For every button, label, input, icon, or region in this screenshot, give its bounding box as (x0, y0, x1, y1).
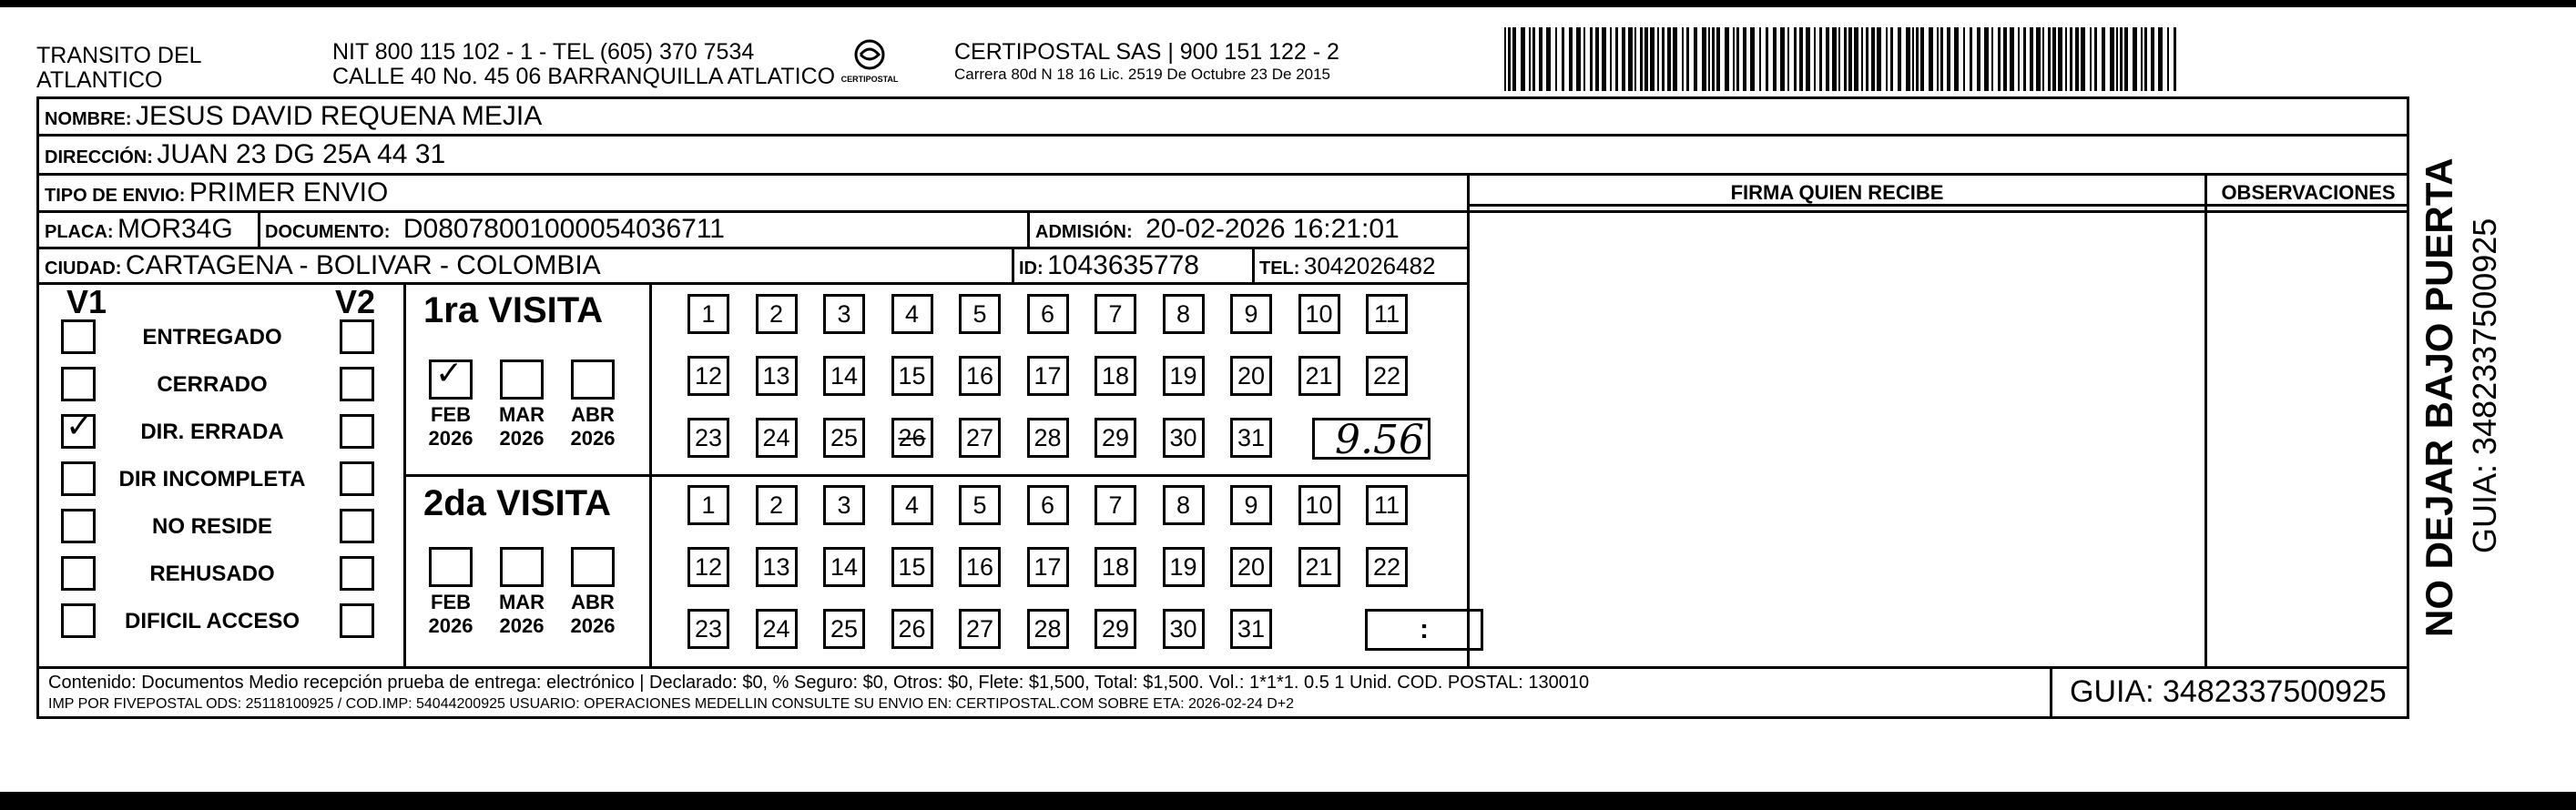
v1-header: V1 (66, 283, 107, 320)
barcode-bar (1521, 27, 1525, 91)
recipient-address: JUAN 23 DG 25A 44 31 (157, 139, 446, 169)
barcode-bar (1622, 27, 1625, 91)
barcode-bar (2124, 27, 2128, 91)
courier-company: CERTIPOSTAL SAS | 900 151 122 - 2 (954, 39, 1339, 65)
month-name: MAR (498, 403, 545, 426)
barcode-bar (2110, 27, 2114, 91)
month-label (565, 403, 620, 451)
barcode-bar (1504, 27, 1506, 91)
month-label (423, 591, 478, 638)
month-label (565, 591, 620, 638)
barcode-bar (1657, 27, 1659, 91)
courier-license: Carrera 80d N 18 16 Lic. 2519 De Octubre 23 De 2015 (954, 66, 1330, 83)
barcode-bar (1590, 27, 1593, 91)
barcode-bar (1787, 27, 1789, 91)
barcode-bar (2151, 27, 2154, 91)
barcode-bar (1940, 27, 1943, 91)
barcode-bar (1610, 27, 1612, 91)
barcode-bar (1736, 27, 1739, 91)
barcode-bar (1546, 27, 1551, 91)
first-visit-day-box[interactable]: 10 (1298, 294, 1340, 334)
tracking-barcode (1504, 27, 2184, 91)
second-visit-day-box[interactable]: 17 (1027, 547, 1069, 587)
barcode-bar (2042, 27, 2044, 91)
footer-guia: GUIA: 3482337500925 (2070, 674, 2387, 709)
first-visit-day-box[interactable]: 23 (687, 418, 729, 458)
first-visit-day-box[interactable]: 6 (1027, 294, 1069, 334)
first-visit-day-box[interactable]: 7 (1095, 294, 1136, 334)
barcode-bar (1569, 27, 1573, 91)
barcode-bar (1866, 27, 1868, 91)
barcode-bar (1838, 27, 1840, 91)
barcode-bar (1733, 27, 1735, 91)
barcode-bar (1716, 27, 1720, 91)
first-visit-month-checkbox[interactable] (571, 359, 615, 400)
v2-header: V2 (335, 283, 376, 320)
barcode-bar (1743, 27, 1746, 91)
second-visit-day-box[interactable]: 16 (959, 547, 1001, 587)
first-visit-day-box[interactable]: 18 (1095, 356, 1136, 396)
barcode-bar (1529, 27, 1531, 91)
no-bajo-puerta-warning: NO DEJAR BAJO PUERTA (2418, 157, 2460, 637)
barcode-bar (1826, 27, 1829, 91)
barcode-bar (2010, 27, 2014, 91)
second-visit-day-box[interactable]: 29 (1095, 609, 1136, 649)
first-visit-day-box[interactable]: 19 (1163, 356, 1205, 396)
barcode-bar (1977, 27, 1980, 91)
barcode-bar (1667, 27, 1671, 91)
second-visit-day-box[interactable]: 8 (1163, 485, 1205, 525)
top-border (0, 0, 2576, 7)
first-visit-day-box[interactable]: 31 (1230, 418, 1272, 458)
signature-header: FIRMA QUIEN RECIBE (1730, 181, 1944, 204)
status-label: DIFICIL ACCESO (124, 609, 300, 633)
month-year: 2026 (428, 614, 473, 637)
barcode-bar (1963, 27, 1965, 91)
month-name: FEB (431, 591, 471, 613)
barcode-bar (1970, 27, 1972, 91)
barcode-bar (2141, 27, 2143, 91)
footer-contents: Contenido: Documentos Medio recepción prueba de entrega: electrónico | Declarado: $0, % Seguro: $0, Otros: $0, Flete: $1,500, Total: $1,500. Vol.: 1*1*1. 0.5 1 Unid. COD. POSTAL: 130010 (48, 673, 1590, 693)
v1-status-checkbox[interactable] (61, 461, 96, 496)
shipment-type-row (45, 177, 388, 208)
side-guia: GUIA: 3482337500925 (2466, 218, 2503, 553)
document-label: DOCUMENTO: (265, 222, 391, 242)
month-name: FEB (431, 403, 471, 426)
first-visit-day-box[interactable]: 2 (756, 294, 798, 334)
plate-label: PLACA: (45, 222, 114, 242)
second-visit-day-box[interactable]: 28 (1027, 609, 1069, 649)
barcode-bar (1832, 27, 1837, 91)
barcode-bar (2065, 27, 2067, 91)
second-visit-day-box[interactable]: 5 (959, 485, 1001, 525)
barcode-bar (1644, 27, 1648, 91)
barcode-bar (2036, 27, 2041, 91)
v1-status-checkbox[interactable] (61, 556, 96, 591)
second-visit-month-checkbox[interactable] (429, 547, 473, 587)
second-visit-day-box[interactable]: 7 (1095, 485, 1136, 525)
barcode-bar (1725, 27, 1729, 91)
second-visit-day-box[interactable]: 22 (1366, 547, 1408, 587)
barcode-bar (2070, 27, 2072, 91)
barcode-bar (1562, 27, 1564, 91)
first-visit-day-box[interactable]: 11 (1366, 294, 1408, 334)
status-label: DIR. ERRADA (140, 420, 284, 444)
second-visit-day-box[interactable]: 26 (891, 609, 933, 649)
barcode-bar (1539, 27, 1543, 91)
barcode-bar (2052, 27, 2056, 91)
shipment-type-label: TIPO DE ENVIO: (45, 186, 186, 206)
barcode-bar (1877, 27, 1881, 91)
second-visit-day-box[interactable]: 11 (1366, 485, 1408, 525)
barcode-bar (1906, 27, 1910, 91)
logo-text: CERTIPOSTAL (840, 75, 899, 84)
barcode-bar (1750, 27, 1755, 91)
status-label: ENTREGADO (142, 325, 282, 349)
address-row (45, 139, 445, 170)
first-visit-month-checkbox[interactable] (500, 359, 544, 400)
barcode-bar (1984, 27, 1989, 91)
barcode-bar (1819, 27, 1822, 91)
barcode-bar (1780, 27, 1785, 91)
barcode-bar (1998, 27, 2001, 91)
barcode-bar (2090, 27, 2092, 91)
observations-header: OBSERVACIONES (2221, 181, 2396, 204)
second-visit-day-box[interactable]: 31 (1230, 609, 1272, 649)
barcode-bar (2081, 27, 2085, 91)
status-label: DIR INCOMPLETA (118, 467, 306, 491)
issuer-name (36, 44, 202, 93)
second-visit-day-box[interactable]: 13 (756, 547, 798, 587)
barcode-bar (1947, 27, 1950, 91)
barcode-bar (1708, 27, 1710, 91)
second-visit-day-box[interactable]: 27 (959, 609, 1001, 649)
barcode-bar (1634, 27, 1636, 91)
month-year: 2026 (499, 427, 545, 450)
barcode-bar (2167, 27, 2169, 91)
barcode-bar (1854, 27, 1858, 91)
barcode-bar (2102, 27, 2105, 91)
v2-status-checkbox[interactable] (340, 367, 374, 401)
second-visit-month-checkbox[interactable] (571, 547, 615, 587)
v2-status-checkbox[interactable] (340, 556, 374, 591)
bottom-border (0, 792, 2576, 810)
barcode-bar (1555, 27, 1557, 91)
barcode-bar (1954, 27, 1959, 91)
signature-area[interactable] (1469, 289, 2203, 663)
barcode-bar (1662, 27, 1665, 91)
barcode-bar (1532, 27, 1535, 91)
id-value: 1043635778 (1047, 250, 1199, 280)
barcode-bar (2174, 27, 2176, 91)
barcode-bar (1602, 27, 1606, 91)
shipment-type: PRIMER ENVIO (188, 177, 389, 208)
barcode-bar (1702, 27, 1706, 91)
month-name: MAR (498, 591, 545, 613)
address-label: DIRECCIÓN: (45, 147, 153, 167)
barcode-bar (1512, 27, 1516, 91)
barcode-bar (2116, 27, 2118, 91)
status-label: NO RESIDE (151, 514, 273, 539)
barcode-bar (2075, 27, 2079, 91)
first-visit-day-box[interactable]: 15 (891, 356, 933, 396)
barcode-bar (1650, 27, 1655, 91)
id-label: ID: (1019, 258, 1044, 278)
barcode-bar (1686, 27, 1689, 91)
first-visit-day-box[interactable]: 9 (1230, 294, 1272, 334)
barcode-bar (1712, 27, 1715, 91)
barcode-bar (1799, 27, 1803, 91)
first-visit-month-checkbox[interactable] (429, 355, 473, 400)
barcode-bar (1766, 27, 1768, 91)
tel-cell (1259, 252, 1436, 280)
second-visit-day-box[interactable]: 18 (1095, 547, 1136, 587)
first-visit-day-box[interactable]: 24 (756, 418, 798, 458)
barcode-bar (2144, 27, 2147, 91)
barcode-bar (1871, 27, 1875, 91)
first-visit-day-box[interactable]: 13 (756, 356, 798, 396)
v1-status-checkbox[interactable] (61, 319, 96, 354)
first-visit-day-box[interactable]: 20 (1230, 356, 1272, 396)
first-visit-day-box[interactable]: 30 (1163, 418, 1205, 458)
first-visit-day-box[interactable]: 26 (891, 418, 933, 458)
first-visit-day-box[interactable]: 4 (891, 294, 933, 334)
barcode-bar (1861, 27, 1863, 91)
document-value: D08078001000054036711 (402, 214, 725, 244)
month-label (494, 403, 549, 451)
second-visit-day-box[interactable]: 14 (823, 547, 865, 587)
name-row (45, 101, 542, 132)
first-visit-day-box[interactable]: 29 (1095, 418, 1136, 458)
barcode-bar (2048, 27, 2051, 91)
barcode-bar (1806, 27, 1810, 91)
second-visit-day-box[interactable]: 10 (1298, 485, 1340, 525)
admission-cell (1035, 214, 1400, 245)
tel-label: TEL: (1259, 258, 1300, 278)
barcode-bar (1991, 27, 1993, 91)
issuer-address: CALLE 40 No. 45 06 BARRANQUILLA ATLATICO (332, 64, 836, 89)
barcode-bar (1595, 27, 1599, 91)
month-name: ABR (571, 591, 615, 613)
barcode-bar (1694, 27, 1697, 91)
issuer-line1: TRANSITO DEL (36, 43, 202, 68)
barcode-bar (1773, 27, 1777, 91)
second-visit-day-box[interactable]: 30 (1163, 609, 1205, 649)
v1-status-checkbox[interactable] (61, 367, 96, 401)
v2-status-checkbox[interactable] (340, 414, 374, 449)
second-visit-month-checkbox[interactable] (500, 547, 544, 587)
barcode-bar (2003, 27, 2007, 91)
barcode-bar (1814, 27, 1816, 91)
check-mark-icon: ✓ (66, 408, 94, 445)
barcode-bar (1682, 27, 1684, 91)
barcode-bar (2018, 27, 2020, 91)
issuer-line2: ATLANTICO (36, 67, 163, 93)
second-visit-day-box[interactable]: 15 (891, 547, 933, 587)
barcode-bar (1848, 27, 1852, 91)
tel-value: 3042026482 (1303, 252, 1436, 279)
status-label: CERRADO (157, 372, 268, 397)
first-visit-day-box[interactable]: 27 (959, 418, 1001, 458)
second-visit-day-box[interactable]: 24 (756, 609, 798, 649)
city-value: CARTAGENA - BOLIVAR - COLOMBIA (125, 250, 601, 280)
second-visit-time-box[interactable]: : (1365, 609, 1483, 651)
check-mark-icon: ✓ (435, 355, 463, 392)
city-label: CIUDAD: (45, 258, 122, 278)
city-cell (45, 250, 601, 281)
barcode-bar (1898, 27, 1901, 91)
second-visit-day-box[interactable]: 21 (1298, 547, 1340, 587)
first-visit-title: 1ra VISITA (423, 290, 604, 330)
month-label (423, 403, 478, 451)
barcode-bar (2023, 27, 2026, 91)
first-visit-day-box[interactable]: 8 (1163, 294, 1205, 334)
barcode-bar (2030, 27, 2033, 91)
first-visit-time-box[interactable] (1312, 417, 1431, 463)
barcode-bar (1759, 27, 1761, 91)
barcode-bar (1844, 27, 1847, 91)
first-visit-day-box[interactable]: 12 (687, 356, 729, 396)
month-year: 2026 (499, 614, 545, 637)
barcode-bar (1583, 27, 1585, 91)
barcode-bar (1628, 27, 1633, 91)
plate-cell (45, 214, 233, 245)
barcode-bar (1920, 27, 1924, 91)
second-visit-title: 2da VISITA (423, 483, 611, 523)
v2-status-checkbox[interactable] (340, 319, 374, 354)
barcode-bar (1673, 27, 1677, 91)
barcode-bar (1890, 27, 1893, 91)
name-label: NOMBRE: (45, 109, 132, 129)
month-year: 2026 (570, 614, 616, 637)
month-label (494, 591, 549, 638)
barcode-bar (2158, 27, 2163, 91)
barcode-bar (1615, 27, 1618, 91)
barcode-bar (1916, 27, 1919, 91)
second-visit-day-box[interactable]: 12 (687, 547, 729, 587)
recipient-name: JESUS DAVID REQUENA MEJIA (136, 101, 543, 131)
second-visit-day-box[interactable]: 2 (756, 485, 798, 525)
first-visit-time: 9.56 (1335, 417, 1424, 463)
v2-status-checkbox[interactable] (340, 461, 374, 496)
id-cell (1019, 250, 1199, 281)
v1-status-checkbox[interactable] (61, 603, 96, 638)
footer-print-info: IMP POR FIVEPOSTAL ODS: 25118100925 / COD.IMP: 54044200925 USUARIO: OPERACIONES MEDELLIN CONSULTE SU ENVIO EN: CERTIPOSTAL.COM SOBRE ETA: 2026-02-24 D+2 (48, 696, 1295, 712)
issuer-contact (332, 40, 835, 89)
first-visit-day-box[interactable]: 17 (1027, 356, 1069, 396)
barcode-bar (1640, 27, 1643, 91)
plate-value: MOR34G (117, 214, 233, 244)
second-visit-day-box[interactable]: 1 (687, 485, 729, 525)
admission-label: ADMISIÓN: (1035, 222, 1133, 242)
v1-status-checkbox[interactable] (61, 408, 96, 449)
second-visit-day-box[interactable]: 23 (687, 609, 729, 649)
second-visit-day-box[interactable]: 3 (823, 485, 865, 525)
status-label: REHUSADO (149, 562, 275, 586)
courier-info (954, 40, 1339, 85)
second-visit-day-box[interactable]: 20 (1230, 547, 1272, 587)
barcode-bar (2058, 27, 2062, 91)
admission-value: 20-02-2026 16:21:01 (1145, 214, 1400, 244)
month-name: ABR (571, 403, 615, 426)
barcode-bar (1929, 27, 1933, 91)
barcode-bar (1576, 27, 1581, 91)
month-year: 2026 (570, 427, 616, 450)
second-visit-day-box[interactable]: 4 (891, 485, 933, 525)
second-visit-day-box[interactable]: 19 (1163, 547, 1205, 587)
second-visit-day-box[interactable]: 9 (1230, 485, 1272, 525)
observations-area[interactable] (2207, 289, 2408, 663)
first-visit-day-box[interactable]: 16 (959, 356, 1001, 396)
first-visit-day-box[interactable]: 14 (823, 356, 865, 396)
certipostal-logo (838, 36, 901, 91)
barcode-bar (2120, 27, 2123, 91)
barcode-bar (1794, 27, 1797, 91)
first-visit-day-box[interactable]: 28 (1027, 418, 1069, 458)
first-visit-day-box[interactable]: 5 (959, 294, 1001, 334)
barcode-bar (1912, 27, 1914, 91)
v1-status-checkbox[interactable] (61, 509, 96, 543)
second-visit-day-box[interactable]: 25 (823, 609, 865, 649)
first-visit-day-box[interactable]: 3 (823, 294, 865, 334)
v2-status-checkbox[interactable] (340, 509, 374, 543)
barcode-bar (1937, 27, 1939, 91)
document-cell (265, 214, 725, 245)
delivery-form (36, 96, 2409, 719)
month-year: 2026 (428, 427, 473, 450)
barcode-bar (1886, 27, 1888, 91)
first-visit-day-box[interactable]: 21 (1298, 356, 1340, 396)
first-visit-day-box[interactable]: 22 (1366, 356, 1408, 396)
nit-line: NIT 800 115 102 - 1 - TEL (605) 370 7534 (332, 39, 755, 65)
first-visit-day-box[interactable]: 25 (823, 418, 865, 458)
barcode-bar (1508, 27, 1511, 91)
second-visit-day-box[interactable]: 6 (1027, 485, 1069, 525)
v2-status-checkbox[interactable] (340, 603, 374, 638)
barcode-bar (2133, 27, 2137, 91)
first-visit-day-box[interactable]: 1 (687, 294, 729, 334)
barcode-bar (2094, 27, 2097, 91)
